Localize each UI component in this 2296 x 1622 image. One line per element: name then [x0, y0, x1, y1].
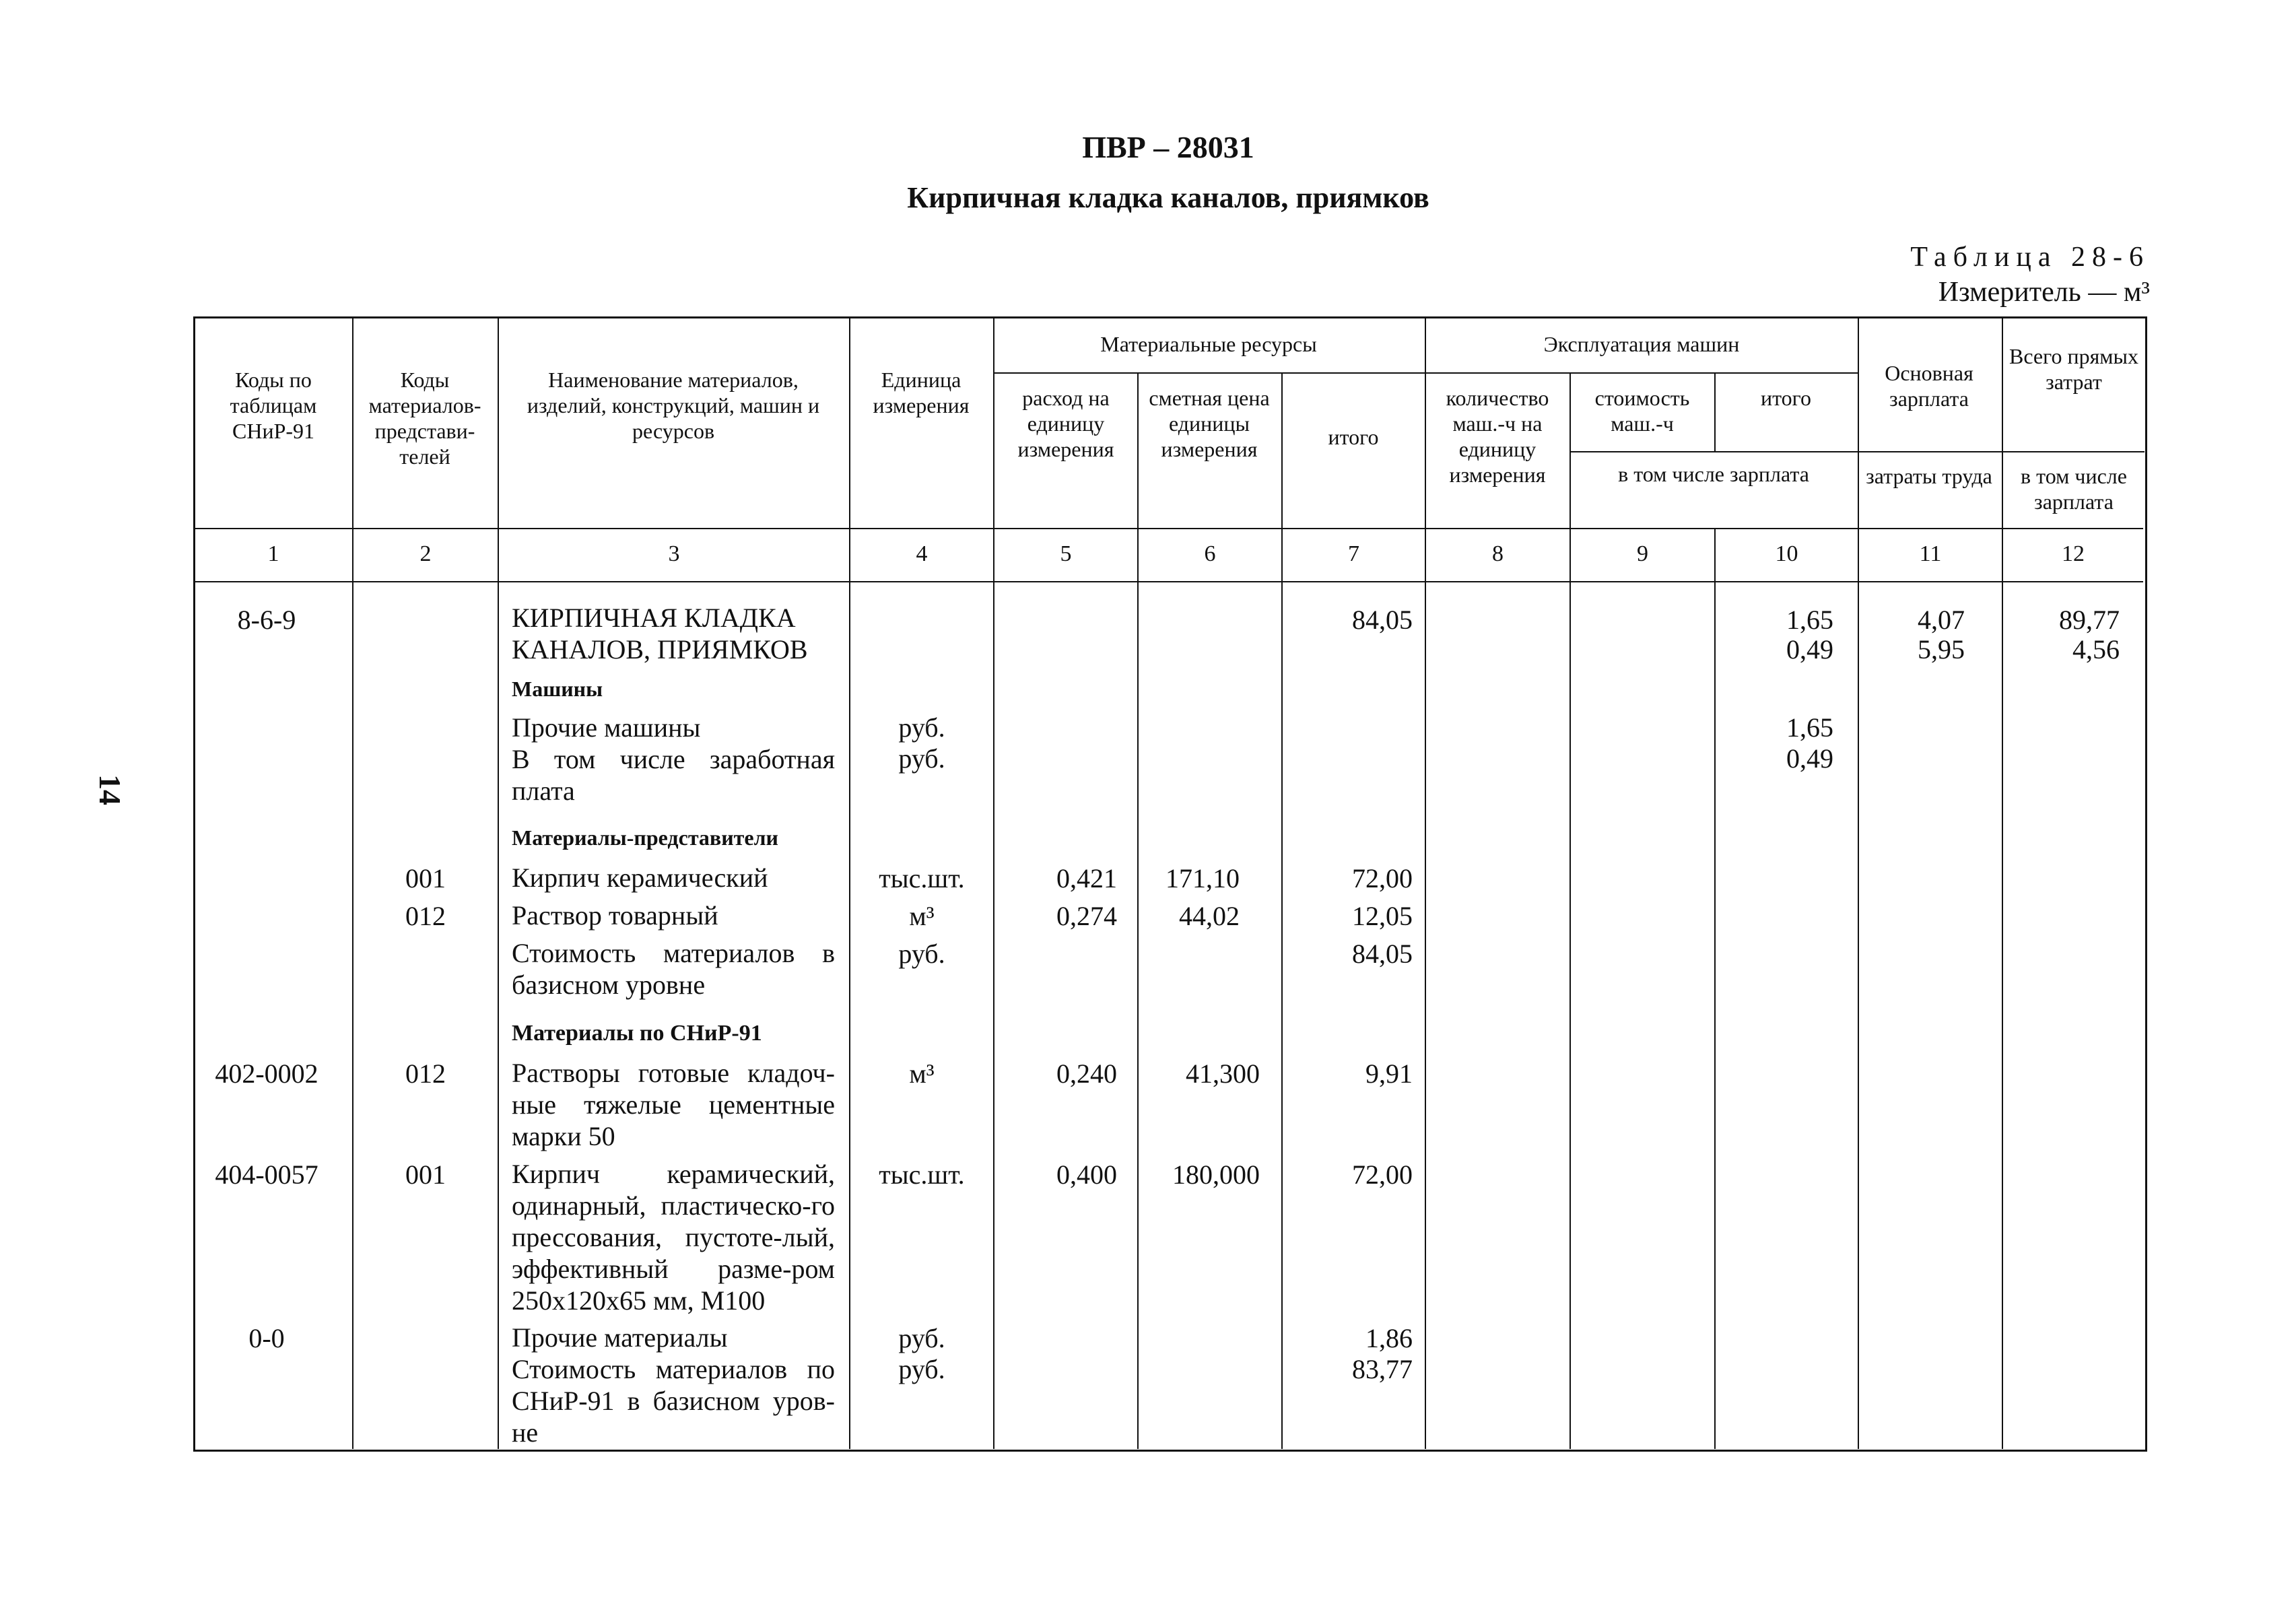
header-unit-price: сметная цена единицы измерения	[1149, 386, 1270, 461]
brick-price: 171,10	[1166, 863, 1240, 893]
header-name: Наименование материалов, изделий, конструкций, машин и ресурсов	[527, 368, 820, 443]
brick-rep-code: 001	[405, 863, 446, 893]
column-number: 5	[1060, 541, 1072, 566]
header-rep-codes: Коды материалов-представи-телей	[368, 368, 481, 469]
column-number: 10	[1775, 541, 1798, 566]
brick-name: Кирпич керамический	[512, 863, 768, 893]
column-number: 8	[1492, 541, 1504, 566]
main-salary: 4,07	[1918, 605, 1965, 635]
other-machines-name: Прочие машины	[512, 712, 701, 743]
r3-total: 1,86	[1365, 1323, 1413, 1353]
column-divider	[1858, 318, 1859, 1449]
r2-unit: тыс.шт.	[879, 1159, 965, 1190]
wage-incl-total: 0,49	[1786, 743, 1833, 774]
section-machines: Машины	[512, 677, 603, 701]
page-number: 14	[93, 774, 127, 805]
meter-label: Измеритель — м³	[1938, 277, 2150, 308]
cost-base-total: 84,05	[1352, 939, 1413, 969]
other-machines-total: 1,65	[1786, 712, 1833, 743]
document-code: ПВР – 28031	[1082, 130, 1254, 164]
other-machines-unit: руб.	[898, 712, 945, 743]
brick-rate: 0,421	[1056, 863, 1117, 893]
r2-snir-code: 404-0057	[215, 1159, 318, 1190]
header-material-resources: Материальные ресурсы	[1100, 332, 1317, 356]
r4-unit: руб.	[898, 1354, 945, 1384]
r4-total: 83,77	[1352, 1354, 1413, 1384]
row-divider	[195, 581, 2143, 582]
column-divider	[1569, 374, 1571, 1449]
main-name: КИРПИЧНАЯ КЛАДКА КАНАЛОВ, ПРИЯМКОВ	[512, 603, 808, 665]
wage-incl-unit: руб.	[898, 743, 945, 774]
table-label: Таблица 28-6	[1910, 242, 2150, 273]
column-divider	[2002, 318, 2003, 1449]
header-snir-codes: Коды по таблицам СНиР-91	[230, 368, 317, 443]
header-consumption: расход на единицу измерения	[1017, 386, 1114, 461]
header-machines-total: итого	[1760, 386, 1811, 410]
column-number: 12	[2062, 541, 2085, 566]
mortar-rep-code: 012	[405, 901, 446, 931]
header-incl-wages: в том числе зарплата	[1618, 462, 1809, 486]
main-machines-total: 1,65	[1786, 605, 1833, 635]
row-divider	[993, 372, 1858, 374]
section-snir-materials: Материалы по СНиР-91	[512, 1021, 762, 1046]
column-number: 2	[419, 541, 432, 566]
column-divider	[1425, 318, 1426, 1449]
header-incl-salary: в том числе зарплата	[2021, 464, 2127, 514]
r1-snir-code: 402-0002	[215, 1058, 318, 1089]
r1-rate: 0,240	[1056, 1058, 1117, 1089]
r2-total: 72,00	[1352, 1159, 1413, 1190]
header-labor-cost: затраты труда	[1866, 464, 1992, 488]
column-number: 1	[267, 541, 279, 566]
mortar-rate: 0,274	[1056, 901, 1117, 931]
main-machines-wage: 0,49	[1786, 634, 1833, 665]
header-machine-hour-cost: стоимость маш.-ч	[1594, 386, 1690, 436]
header-machine-operation: Эксплуатация машин	[1543, 332, 1740, 356]
column-number: 7	[1348, 541, 1359, 566]
r2-rate: 0,400	[1056, 1159, 1117, 1190]
header-materials-total: итого	[1328, 425, 1379, 449]
mortar-name: Раствор товарный	[512, 900, 718, 931]
r1-total: 9,91	[1365, 1058, 1413, 1089]
column-number: 3	[668, 541, 680, 566]
column-number: 11	[1919, 541, 1942, 566]
header-unit: Единица измерения	[873, 368, 970, 417]
main-labor: 5,95	[1918, 634, 1965, 665]
column-number: 9	[1637, 541, 1648, 566]
cost-base-unit: руб.	[898, 939, 945, 969]
row-divider	[1569, 451, 1858, 452]
main-direct-wage: 4,56	[2072, 634, 2120, 665]
header-basic-salary: Основная зарплата	[1885, 361, 1973, 411]
brick-unit: тыс.шт.	[879, 863, 965, 893]
column-divider	[1714, 528, 1716, 1449]
mortar-price: 44,02	[1179, 901, 1240, 931]
r1-price: 41,300	[1186, 1058, 1260, 1089]
r2-price: 180,000	[1172, 1159, 1260, 1190]
r2-rep-code: 001	[405, 1159, 446, 1190]
mortar-unit: м³	[909, 901, 935, 931]
r1-rep-code: 012	[405, 1058, 446, 1089]
main-code: 8-6-9	[237, 605, 296, 635]
r4-name: Стоимость материалов по СНиР-91 в базисном уров-не	[512, 1354, 835, 1448]
r1-unit: м³	[909, 1058, 935, 1089]
column-divider	[498, 318, 499, 1449]
r2-name: Кирпич керамический, одинарный, пластическо-го прессования, пустоте-лый, эффективный разме-ром 250х120х65 мм, М100	[512, 1159, 835, 1316]
wage-incl-name: В том числе заработная плата	[512, 744, 835, 806]
r3-snir-code: 0-0	[248, 1323, 285, 1353]
header-machine-hours: количество маш.-ч на единицу измерения	[1446, 386, 1549, 487]
column-divider	[1714, 374, 1716, 452]
r3-name: Прочие материалы	[512, 1322, 728, 1353]
main-materials-total: 84,05	[1352, 605, 1413, 635]
row-divider	[195, 528, 2143, 529]
cost-base-name: Стоимость материалов в базисном уровне	[512, 938, 835, 1000]
mortar-total: 12,05	[1352, 901, 1413, 931]
r3-unit: руб.	[898, 1323, 945, 1353]
column-number: 6	[1204, 541, 1216, 566]
section-representative-materials: Материалы-представители	[512, 825, 778, 850]
header-total-direct: Всего прямых затрат	[2008, 344, 2139, 394]
document-title: Кирпичная кладка каналов, приямков	[907, 181, 1429, 214]
r1-name: Растворы готовые кладоч-ные тяжелые цементные марки 50	[512, 1058, 835, 1151]
main-direct-total: 89,77	[2059, 605, 2120, 635]
row-divider	[1858, 451, 2145, 452]
column-number: 4	[916, 541, 928, 566]
brick-total: 72,00	[1352, 863, 1413, 893]
